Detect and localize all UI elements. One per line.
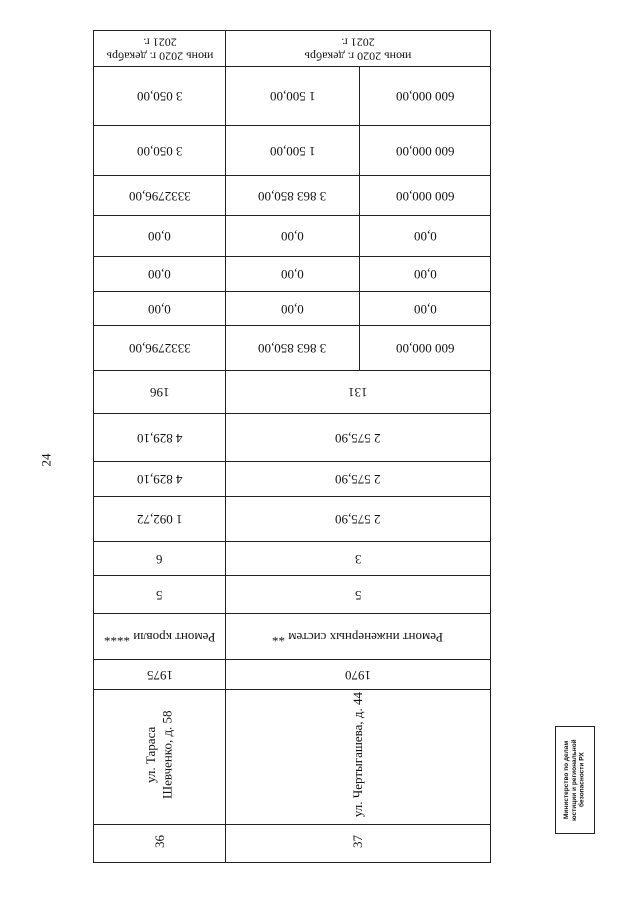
- table-row: [94, 257, 491, 292]
- table-cell: 36: [94, 825, 226, 863]
- table-cell: 600 000,00: [360, 176, 491, 216]
- header-cell: июнь 2020 г. декабрь 2021 г.: [94, 31, 226, 67]
- table-cell: 1 092,72: [94, 497, 226, 542]
- page-number: 24: [38, 453, 54, 467]
- header-row: [94, 31, 491, 67]
- table-cell: 0,00: [94, 257, 226, 292]
- header-cell: июнь 2020 г. декабрь 2021 г.: [226, 31, 491, 67]
- table-cell: 1970: [226, 660, 491, 690]
- table-row: [94, 660, 491, 690]
- table-row: [94, 614, 491, 660]
- table-row: [94, 67, 491, 126]
- table-cell: 2 575,90: [226, 414, 491, 462]
- table-cell: 3 863 850,00: [226, 326, 360, 371]
- table-cell: 0,00: [94, 216, 226, 257]
- data-table: [93, 30, 491, 863]
- table-row: [94, 462, 491, 497]
- table-row: [94, 497, 491, 542]
- table-cell: 196: [94, 371, 226, 414]
- table-cell: 0,00: [360, 257, 491, 292]
- table-cell: 4 829,10: [94, 414, 226, 462]
- table-cell: 4 829,10: [94, 462, 226, 497]
- table-row: [94, 371, 491, 414]
- table-cell: 0,00: [360, 292, 491, 326]
- table-row: [94, 176, 491, 216]
- table-cell: 5: [226, 576, 491, 614]
- table-cell: 1 500,00: [226, 126, 360, 176]
- table-row: [94, 292, 491, 326]
- table-cell: 600 000,00: [360, 126, 491, 176]
- table-cell: 3332796,00: [94, 176, 226, 216]
- ministry-stamp: Министерство по делам юстиции и региональной безопасности РХ: [555, 726, 595, 834]
- table-cell: Ремонт кровли ****: [94, 614, 226, 660]
- table-cell: ул. Чертыгашева, д. 44: [226, 690, 491, 825]
- table-row: [94, 326, 491, 371]
- table-row: [94, 126, 491, 176]
- table-cell: 131: [226, 371, 491, 414]
- table-cell: 5: [94, 576, 226, 614]
- table-cell: 0,00: [226, 257, 360, 292]
- table-cell: 2 575,90: [226, 497, 491, 542]
- table-cell: 1975: [94, 660, 226, 690]
- table-cell: 3 863 850,00: [226, 176, 360, 216]
- table-cell: 2 575,90: [226, 462, 491, 497]
- table-cell: 3 050,00: [94, 67, 226, 126]
- table-cell: 600 000,00: [360, 326, 491, 371]
- table-cell: 0,00: [94, 292, 226, 326]
- table-cell: ул. Тараса Шевченко, д. 58: [94, 690, 226, 825]
- table-row: [94, 414, 491, 462]
- table-row: [94, 216, 491, 257]
- table-cell: 3: [226, 542, 491, 576]
- table-row: [94, 542, 491, 576]
- table-row: [94, 825, 491, 863]
- table-cell: 37: [226, 825, 491, 863]
- table-cell: 1 500,00: [226, 67, 360, 126]
- table-cell: 3 050,00: [94, 126, 226, 176]
- table-cell: 0,00: [360, 216, 491, 257]
- table-cell: 0,00: [226, 292, 360, 326]
- table-cell: 600 000,00: [360, 67, 491, 126]
- table-row: [94, 690, 491, 825]
- table-cell: 6: [94, 542, 226, 576]
- table-row: [94, 576, 491, 614]
- table-cell: Ремонт инженерных систем **: [226, 614, 491, 660]
- table-cell: 0,00: [226, 216, 360, 257]
- table-cell: 3332796,00: [94, 326, 226, 371]
